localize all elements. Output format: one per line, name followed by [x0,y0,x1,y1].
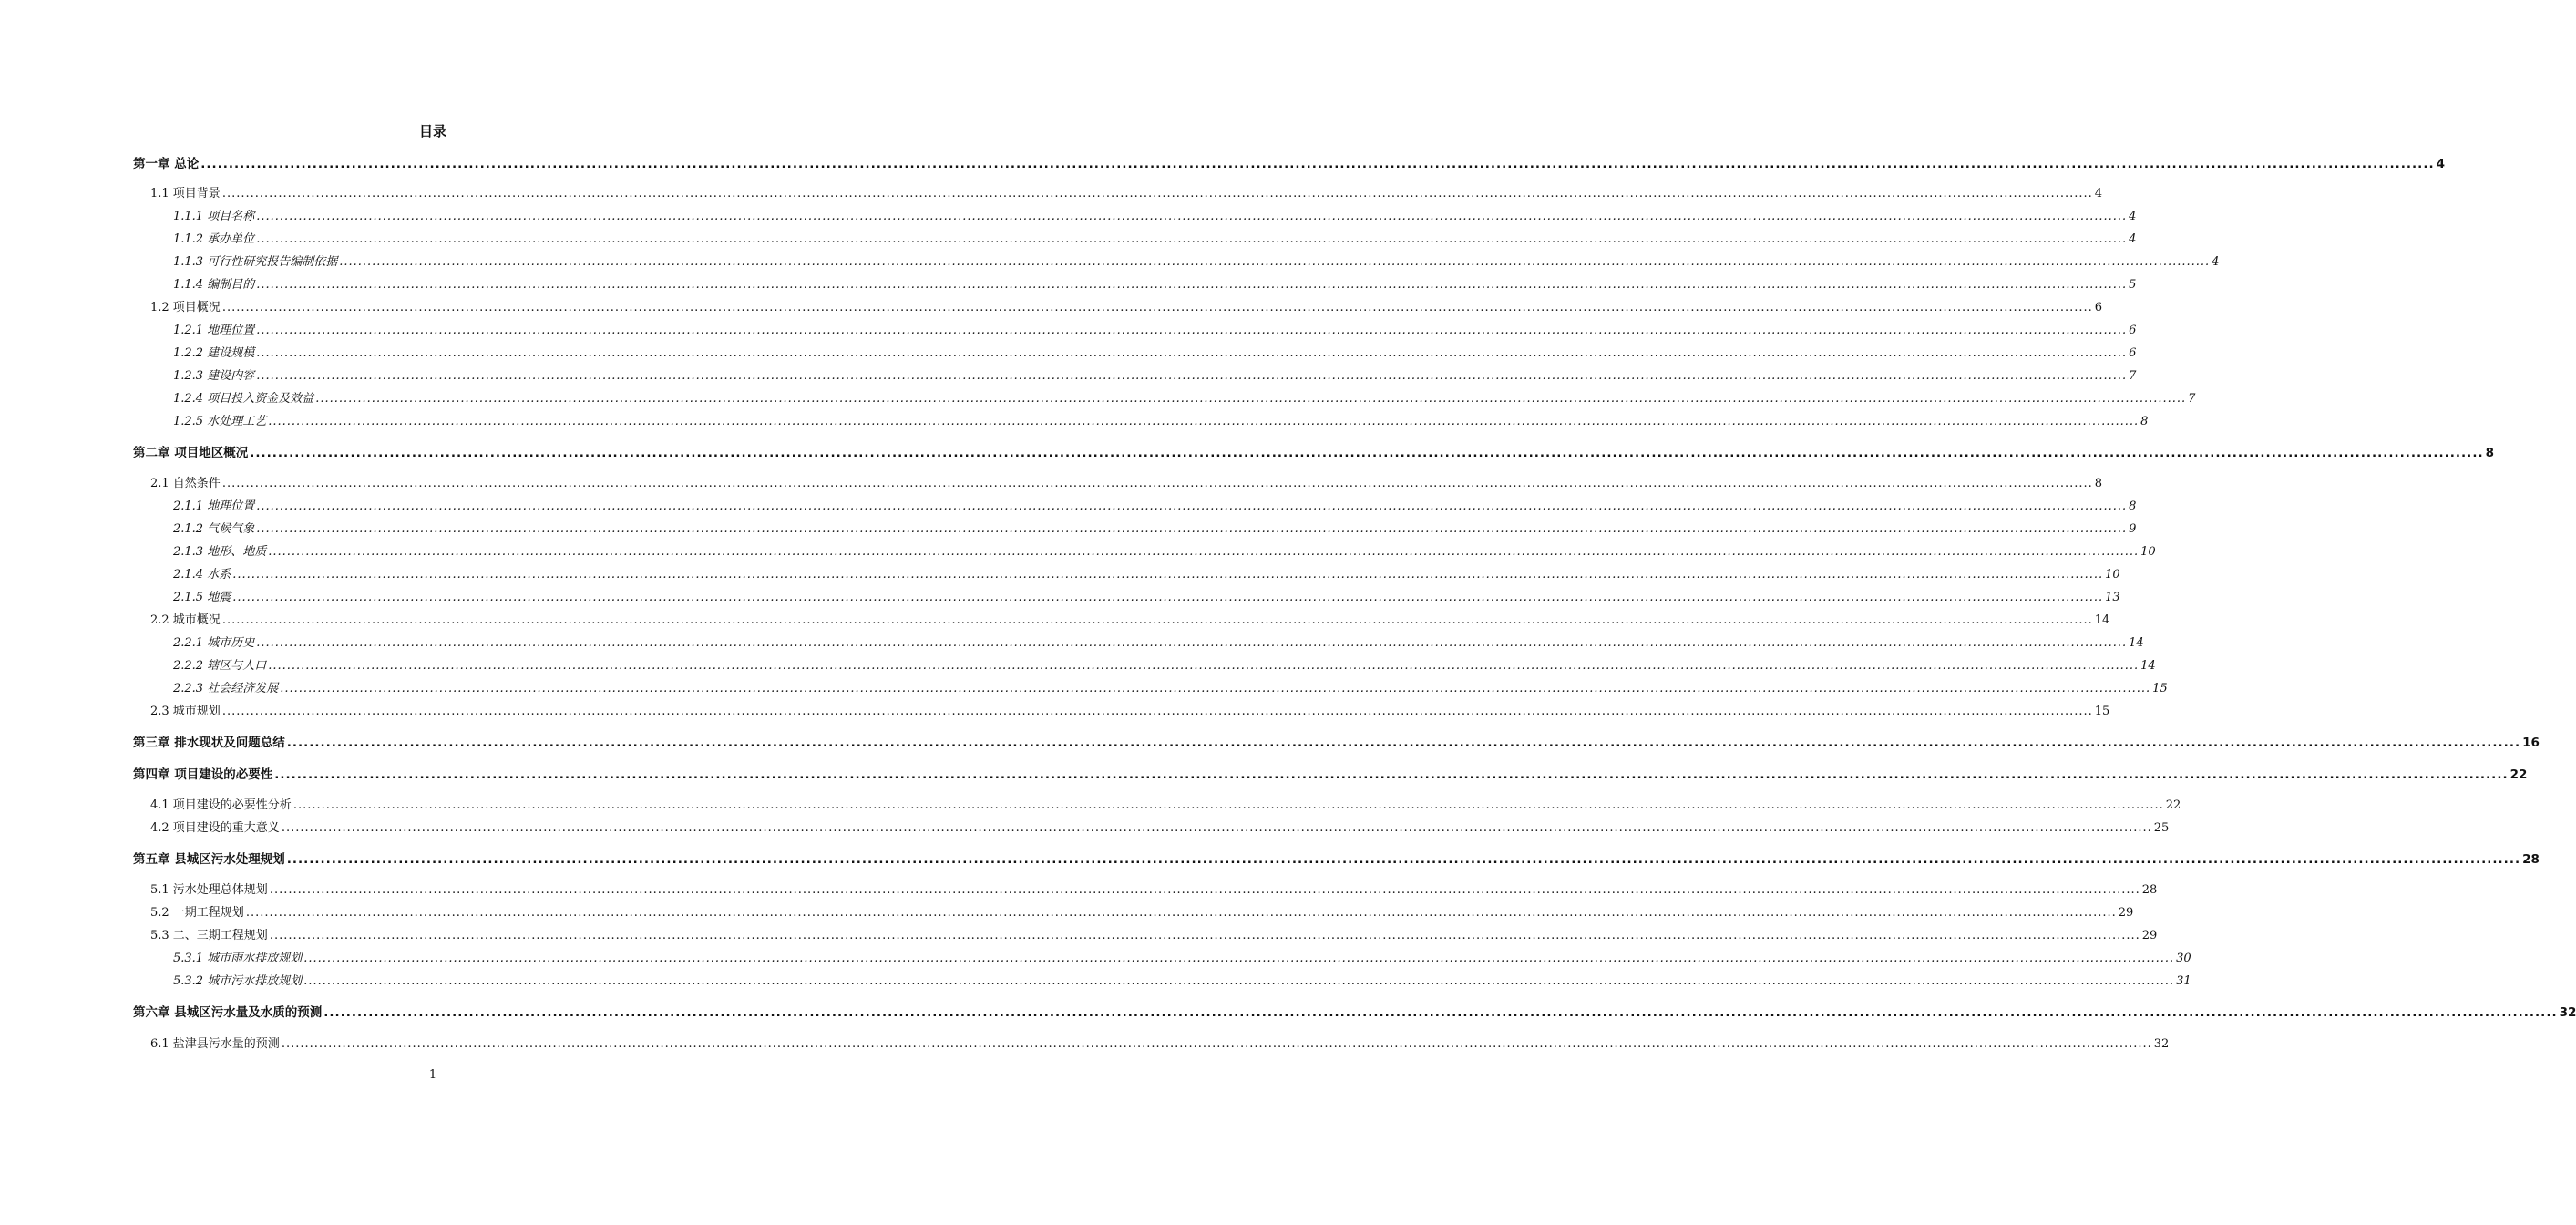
toc-entry-page: 9 [2129,522,2137,536]
toc-entry-page: 4 [2129,232,2137,246]
toc-entry-page: 32 [2559,1005,2576,1020]
toc-entry-label: 2.1.3 地形、地质 [173,545,267,559]
toc-entry-page: 4 [2094,187,2103,201]
toc-dot-leader: ................................................................................................................................................................................................................................................................................................................................................................................................................ [286,736,2521,750]
toc-entry-label: 1.2.1 地理位置 [173,324,255,337]
toc-entry-label: 2.1.5 地震 [173,591,231,604]
toc-entry-label: 4.1 项目建设的必要性分析 [150,798,292,812]
toc-entry-page: 6 [2129,324,2137,337]
toc-dot-leader: ................................................................................................................................................................................................................................................................................................................................................................................................................ [250,446,2484,460]
toc-entry[interactable] [173,367,2137,386]
toc-entry[interactable] [173,231,2137,249]
toc-entry-label: 2.1.1 地理位置 [173,499,255,513]
toc-entry-label: 第五章 县城区污水处理规划 [133,852,285,867]
toc-dot-leader: ................................................................................................................................................................................................................................................................................................................................................................................................................ [256,346,2128,360]
toc-entry[interactable] [133,766,2528,784]
toc-entry-label: 5.1 污水处理总体规划 [150,883,268,897]
toc-entry-page: 22 [2165,798,2181,812]
toc-entry-label: 2.2.2 辖区与人口 [173,659,267,673]
toc-entry[interactable] [173,566,2120,584]
toc-dot-leader: ................................................................................................................................................................................................................................................................................................................................................................................................................ [256,636,2128,650]
toc-entry-label: 2.3 城市规划 [150,705,221,718]
toc-entry-label: 5.3.1 城市雨水排放规划 [173,952,303,965]
toc-entry-page: 6 [2094,301,2103,314]
toc-entry-page: 32 [2153,1037,2170,1051]
toc-entry-label: 1.1.4 编制目的 [173,278,255,292]
toc-dot-leader: ................................................................................................................................................................................................................................................................................................................................................................................................................ [269,929,2140,942]
toc-entry[interactable] [173,634,2144,653]
toc-dot-leader: ................................................................................................................................................................................................................................................................................................................................................................................................................ [256,499,2128,513]
toc-entry[interactable] [173,253,2220,272]
toc-entry-label: 5.3.2 城市污水排放规划 [173,974,303,988]
toc-entry[interactable] [150,185,2103,203]
toc-entry[interactable] [150,881,2158,900]
toc-entry-label: 5.2 一期工程规划 [150,906,244,920]
toc-entry[interactable] [173,680,2168,698]
toc-entry[interactable] [133,850,2540,869]
toc-dot-leader: ................................................................................................................................................................................................................................................................................................................................................................................................................ [221,301,2093,314]
toc-entry-page: 5 [2129,278,2137,292]
toc-entry[interactable] [150,475,2103,493]
toc-dot-leader: ................................................................................................................................................................................................................................................................................................................................................................................................................ [200,157,2435,171]
toc-entry[interactable] [150,904,2134,922]
toc-dot-leader: ................................................................................................................................................................................................................................................................................................................................................................................................................ [274,767,2509,782]
toc-title: 目录 [418,123,446,139]
toc-entry[interactable] [173,390,2196,408]
toc-entry-page: 4 [2129,210,2137,223]
footer-page-number: 1 [428,1068,437,1082]
toc-dot-leader: ................................................................................................................................................................................................................................................................................................................................................................................................................ [323,1005,2558,1020]
toc-entry-label: 1.2.5 水处理工艺 [173,415,267,428]
toc-entry[interactable] [133,155,2445,173]
toc-entry-page: 25 [2153,821,2170,835]
toc-entry[interactable] [173,498,2137,516]
toc-entry[interactable] [150,299,2103,317]
toc-entry-page: 8 [2485,446,2494,460]
toc-entry-label: 1.1.1 项目名称 [173,210,255,223]
toc-entry[interactable] [150,819,2170,838]
toc-entry-label: 2.1.4 水系 [173,568,231,582]
toc-entry[interactable] [133,444,2494,462]
toc-dot-leader: ................................................................................................................................................................................................................................................................................................................................................................................................................ [280,682,2151,695]
toc-entry[interactable] [173,543,2156,561]
toc-entry-label: 2.2.1 城市历史 [173,636,255,650]
toc-dot-leader: ................................................................................................................................................................................................................................................................................................................................................................................................................ [256,210,2128,223]
toc-entry-label: 2.1.2 气候气象 [173,522,255,536]
toc-entry-page: 15 [2094,705,2110,718]
toc-dot-leader: ................................................................................................................................................................................................................................................................................................................................................................................................................ [221,705,2093,718]
toc-entry-page: 30 [2176,952,2191,965]
toc-dot-leader: ................................................................................................................................................................................................................................................................................................................................................................................................................ [245,906,2117,920]
toc-entry-label: 第二章 项目地区概况 [133,446,249,460]
toc-entry-page: 8 [2094,477,2103,490]
toc-entry-page: 15 [2152,682,2168,695]
toc-entry-label: 第六章 县城区污水量及水质的预测 [133,1005,323,1020]
toc-entry[interactable] [150,703,2110,721]
toc-entry-label: 1.1.2 承办单位 [173,232,255,246]
toc-entry-label: 5.3 二、三期工程规划 [150,929,268,942]
toc-entry[interactable] [133,734,2540,752]
toc-entry-label: 第四章 项目建设的必要性 [133,767,273,782]
toc-entry-label: 6.1 盐津县污水量的预测 [150,1037,280,1051]
toc-dot-leader: ................................................................................................................................................................................................................................................................................................................................................................................................................ [281,1037,2152,1051]
toc-dot-leader: ................................................................................................................................................................................................................................................................................................................................................................................................................ [286,852,2521,867]
toc-entry-page: 22 [2509,767,2528,782]
toc-entry[interactable] [150,927,2158,945]
toc-entry[interactable] [173,657,2156,675]
toc-entry[interactable] [173,345,2137,363]
toc-dot-leader: ................................................................................................................................................................................................................................................................................................................................................................................................................ [256,324,2128,337]
toc-entry-label: 1.2.2 建设规模 [173,346,255,360]
toc-entry[interactable] [173,208,2137,226]
toc-entry-page: 7 [2188,392,2196,406]
toc-dot-leader: ................................................................................................................................................................................................................................................................................................................................................................................................................ [303,974,2175,988]
toc-entry[interactable] [173,322,2137,340]
toc-entry[interactable] [173,413,2149,431]
toc-entry-page: 8 [2140,415,2149,428]
toc-dot-leader: ................................................................................................................................................................................................................................................................................................................................................................................................................ [303,952,2175,965]
toc-entry[interactable] [173,589,2120,607]
toc-entry-label: 2.1 自然条件 [150,477,221,490]
toc-entry[interactable] [150,797,2181,815]
toc-dot-leader: ................................................................................................................................................................................................................................................................................................................................................................................................................ [232,591,2104,604]
toc-entry-label: 1.2.4 项目投入资金及效益 [173,392,314,406]
toc-entry[interactable] [173,950,2191,968]
toc-dot-leader: ................................................................................................................................................................................................................................................................................................................................................................................................................ [256,369,2128,383]
toc-entry-page: 13 [2105,591,2120,604]
toc-dot-leader: ................................................................................................................................................................................................................................................................................................................................................................................................................ [256,522,2128,536]
toc-entry[interactable] [173,276,2137,294]
toc-entry-page: 14 [2129,636,2144,650]
toc-entry-label: 第一章 总论 [133,157,200,171]
toc-entry-page: 10 [2140,545,2156,559]
toc-entry-label: 2.2.3 社会经济发展 [173,682,279,695]
toc-dot-leader: ................................................................................................................................................................................................................................................................................................................................................................................................................ [221,187,2093,201]
toc-dot-leader: ................................................................................................................................................................................................................................................................................................................................................................................................................ [221,477,2093,490]
toc-entry-page: 16 [2522,736,2540,750]
toc-dot-leader: ................................................................................................................................................................................................................................................................................................................................................................................................................ [268,545,2140,559]
toc-dot-leader: ................................................................................................................................................................................................................................................................................................................................................................................................................ [269,883,2140,897]
toc-entry-page: 31 [2176,974,2191,988]
toc-entry[interactable] [150,1035,2170,1054]
toc-dot-leader: ................................................................................................................................................................................................................................................................................................................................................................................................................ [281,821,2152,835]
toc-entry[interactable] [173,973,2191,991]
toc-entry[interactable] [133,1004,2576,1022]
toc-entry-page: 29 [2118,906,2134,920]
toc-entry-page: 14 [2094,613,2110,627]
toc-dot-leader: ................................................................................................................................................................................................................................................................................................................................................................................................................ [339,255,2211,269]
toc-dot-leader: ................................................................................................................................................................................................................................................................................................................................................................................................................ [268,659,2140,673]
toc-entry-page: 14 [2140,659,2156,673]
toc-entry-page: 7 [2129,369,2137,383]
toc-dot-leader: ................................................................................................................................................................................................................................................................................................................................................................................................................ [268,415,2140,428]
toc-entry-label: 第三章 排水现状及问题总结 [133,736,285,750]
toc-entry-label: 1.2.3 建设内容 [173,369,255,383]
toc-entry-page: 28 [2522,852,2540,867]
toc-dot-leader: ................................................................................................................................................................................................................................................................................................................................................................................................................ [315,392,2187,406]
toc-entry-page: 10 [2105,568,2120,582]
toc-entry-label: 1.1 项目背景 [150,187,221,201]
toc-entry-page: 4 [2212,255,2220,269]
toc-entry-page: 8 [2129,499,2137,513]
toc-dot-leader: ................................................................................................................................................................................................................................................................................................................................................................................................................ [232,568,2104,582]
toc-entry-label: 1.1.3 可行性研究报告编制依据 [173,255,338,269]
toc-dot-leader: ................................................................................................................................................................................................................................................................................................................................................................................................................ [256,278,2128,292]
toc-dot-leader: ................................................................................................................................................................................................................................................................................................................................................................................................................ [256,232,2128,246]
toc-entry-page: 4 [2436,157,2445,171]
toc-entry[interactable] [173,520,2137,539]
toc-entry-label: 2.2 城市概况 [150,613,221,627]
toc-dot-leader: ................................................................................................................................................................................................................................................................................................................................................................................................................ [292,798,2164,812]
toc-dot-leader: ................................................................................................................................................................................................................................................................................................................................................................................................................ [221,613,2093,627]
toc-entry-page: 6 [2129,346,2137,360]
toc-entry-label: 4.2 项目建设的重大意义 [150,821,280,835]
toc-entry-page: 28 [2141,883,2158,897]
toc-entry-label: 1.2 项目概况 [150,301,221,314]
toc-entry-page: 29 [2141,929,2158,942]
toc-entry[interactable] [150,612,2110,630]
